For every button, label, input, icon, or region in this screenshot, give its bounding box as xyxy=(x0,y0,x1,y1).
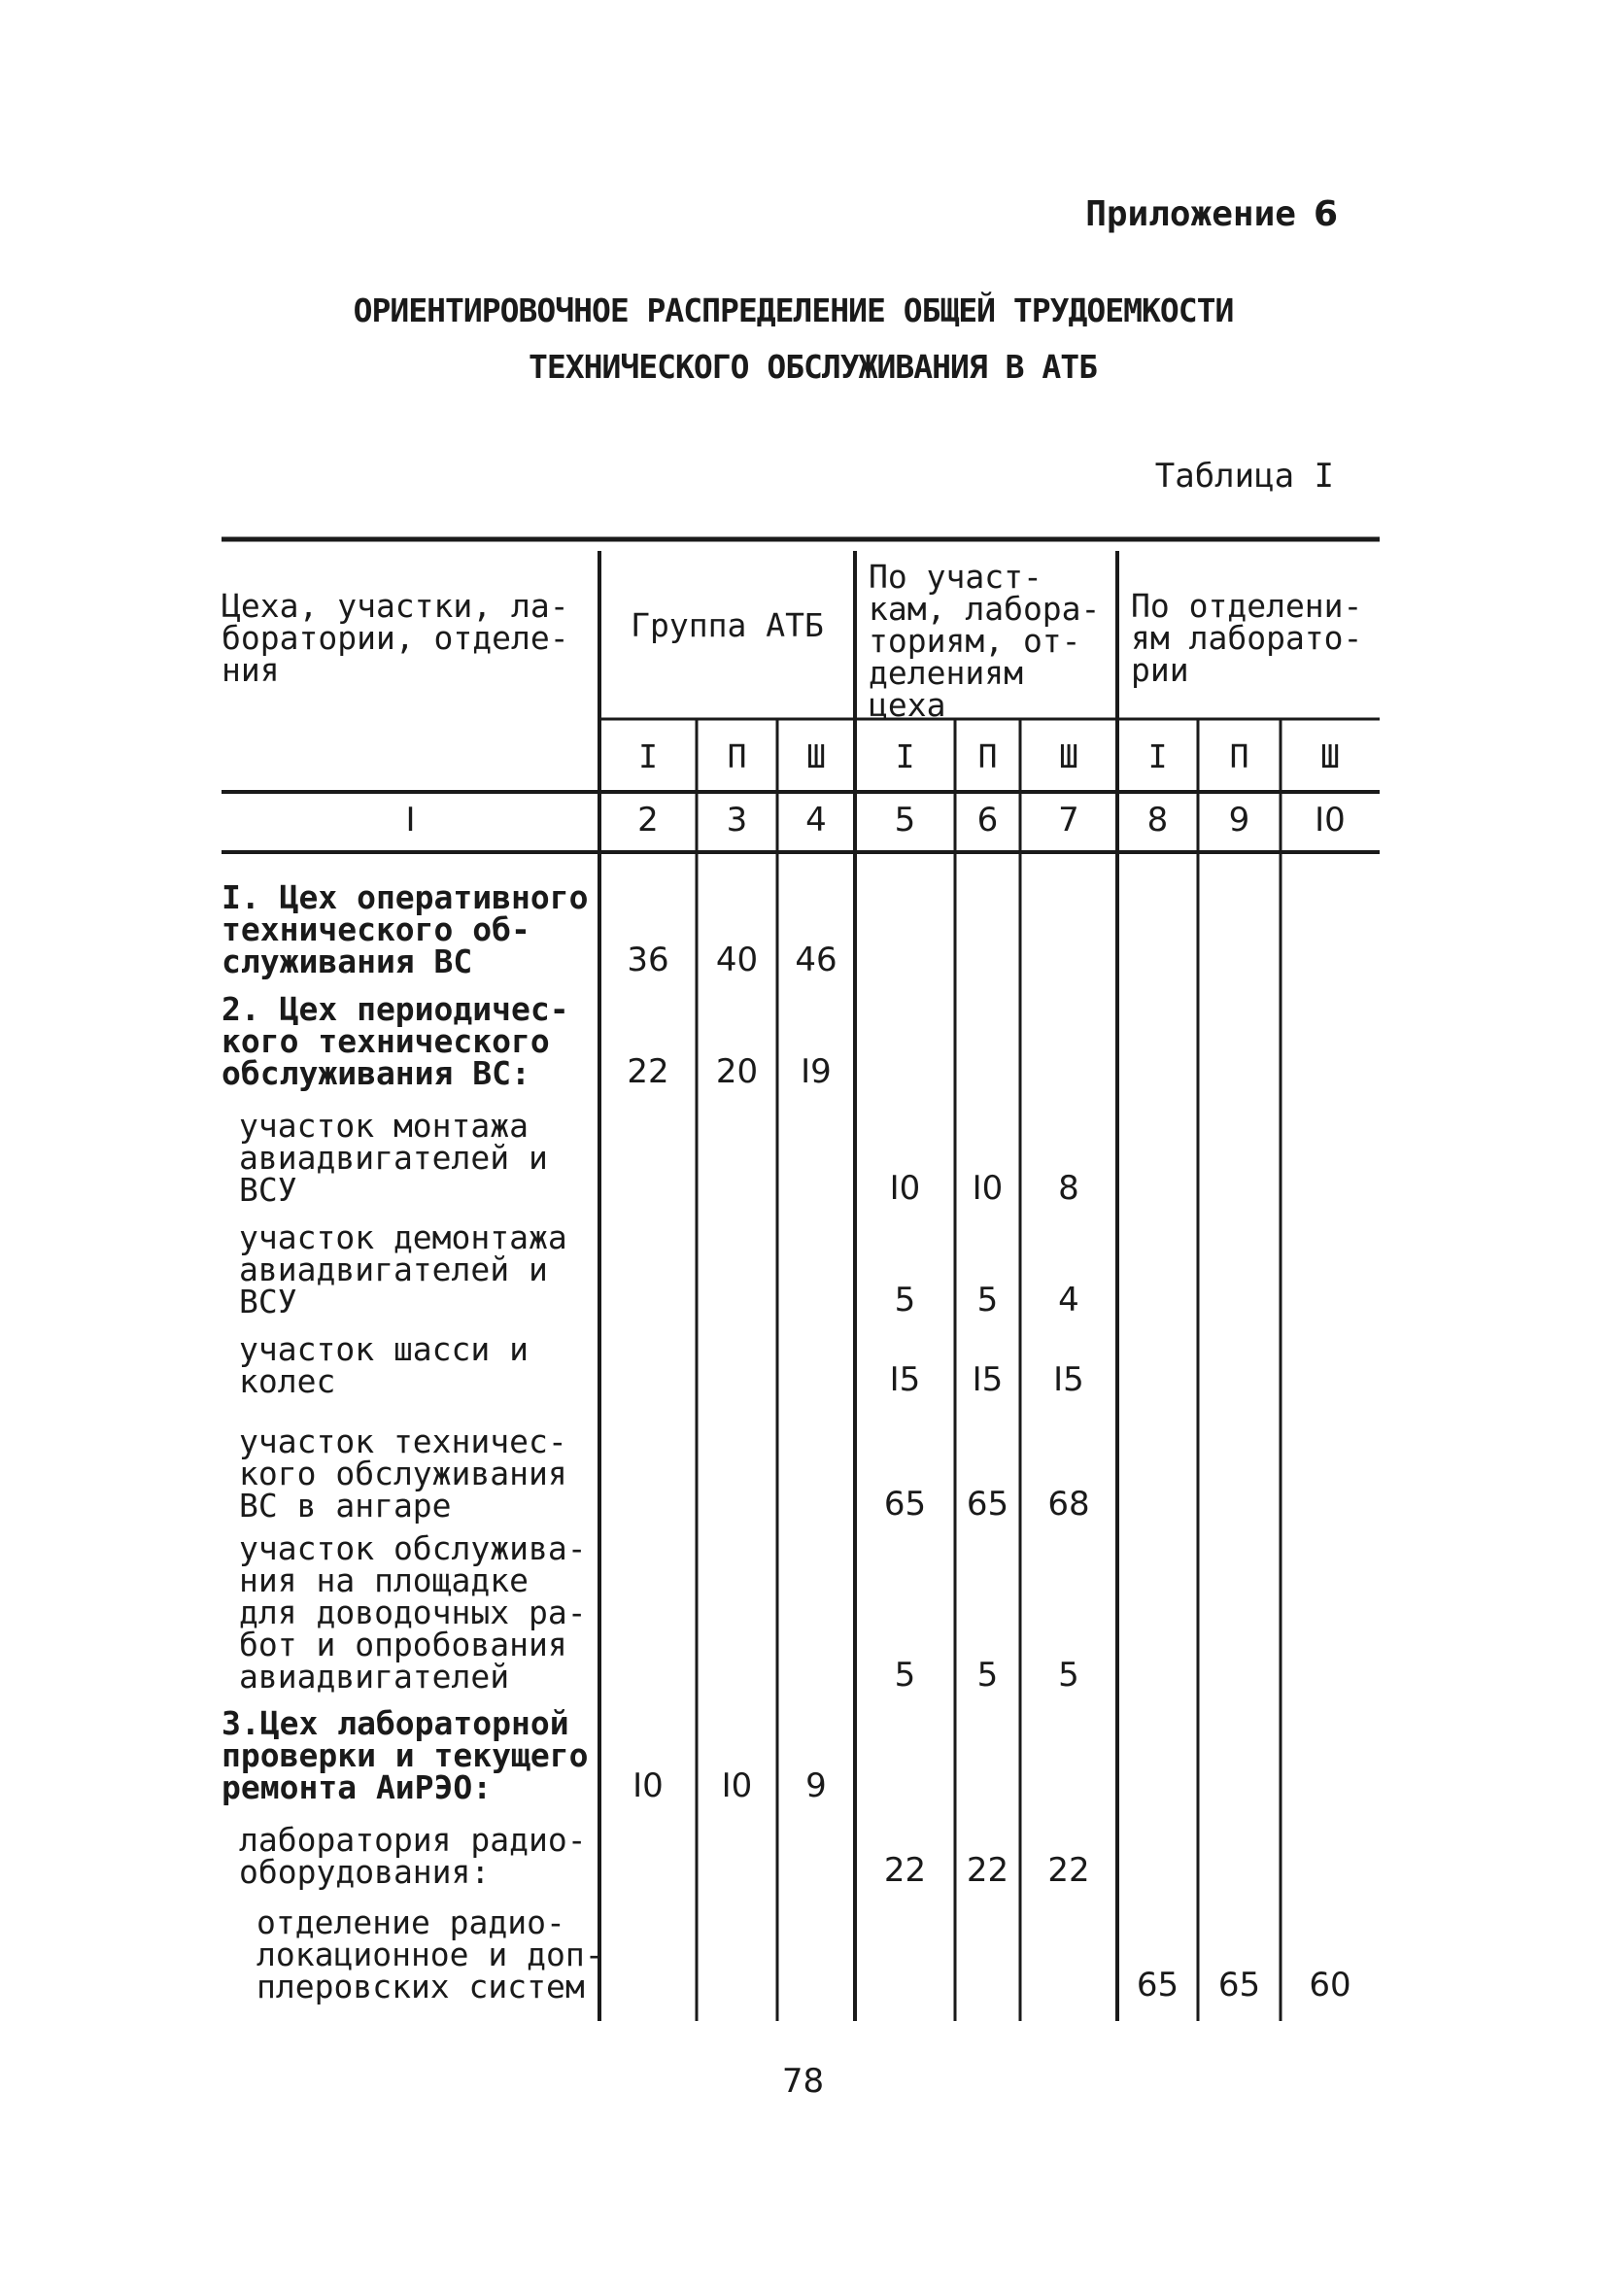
row-label-line: ВСУ xyxy=(239,1283,297,1320)
column-number-cell: I xyxy=(405,801,416,840)
row-label-line: авиадвигателей xyxy=(239,1658,510,1696)
subheader-cell: I xyxy=(895,737,915,775)
row-label-line: ремонта АиРЭО: xyxy=(222,1768,493,1806)
column-number-cell: 4 xyxy=(805,801,827,840)
row-label-line: участок шасси и xyxy=(239,1330,530,1368)
row-label-line: колес xyxy=(239,1362,336,1400)
column-number-cell: 3 xyxy=(726,801,748,840)
table-value-cell: I0 xyxy=(721,1766,753,1805)
appendix-text: Приложение xyxy=(1085,194,1296,234)
table-value-cell: 40 xyxy=(715,941,759,979)
row-label-line: бот и опробования xyxy=(239,1626,567,1663)
document-title-line-2: ТЕХНИЧЕСКОГО ОБСЛУЖИВАНИЯ В АТБ xyxy=(529,348,1097,386)
subheader-cell: П xyxy=(977,737,998,775)
header-group-3-line: кам, лабора- xyxy=(869,590,1101,628)
header-group-4-line: рии xyxy=(1131,651,1189,689)
row-label-line: лаборатория радио- xyxy=(239,1821,587,1859)
table-value-cell: 9 xyxy=(805,1766,827,1805)
column-number-cell: 8 xyxy=(1146,801,1169,840)
header-group-3-line: По участ- xyxy=(869,558,1042,596)
table-value-cell: 65 xyxy=(883,1485,927,1524)
row-label-line: кого обслуживания xyxy=(239,1455,567,1492)
row-label-line: отделение радио- xyxy=(256,1903,565,1941)
header-group-3-line: цеха xyxy=(869,686,946,724)
subheader-cell: I xyxy=(638,737,658,775)
column-number-cell: I0 xyxy=(1315,801,1346,840)
header-group-2-line: Группа АТБ xyxy=(631,606,824,644)
header-group-4-line: По отделени- xyxy=(1131,587,1363,625)
column-number-cell: 9 xyxy=(1228,801,1250,840)
table-label: Таблица I xyxy=(1154,457,1334,496)
row-label-line: ВС в ангаре xyxy=(239,1487,452,1525)
table-value-cell: 5 xyxy=(894,1281,916,1319)
table-value-cell: I5 xyxy=(1053,1360,1084,1399)
column-number-cell: 7 xyxy=(1058,801,1079,840)
table-value-cell: 46 xyxy=(795,941,837,979)
document-title-line-1: ОРИЕНТИРОВОЧНОЕ РАСПРЕДЕЛЕНИЕ ОБЩЕЙ ТРУДОЕМКОСТИ xyxy=(353,291,1234,329)
row-label-line: I. Цех оперативного xyxy=(222,878,589,916)
row-label-line: участок техничес- xyxy=(239,1422,567,1460)
table-value-cell: 4 xyxy=(1058,1281,1079,1319)
table-value-cell: 22 xyxy=(966,1851,1009,1890)
row-label-line: участок монтажа xyxy=(239,1107,530,1145)
subheader-cell: Ш xyxy=(806,737,826,775)
row-label-line: оборудования: xyxy=(239,1853,491,1891)
row-label-line: участок обслужива- xyxy=(239,1529,587,1567)
row-label-line: технического об- xyxy=(222,910,530,948)
row-label-line: локационное и доп- xyxy=(256,1936,604,1973)
header-group-1-line: Цеха, участки, ла- xyxy=(222,587,569,625)
table-value-cell: 22 xyxy=(883,1851,927,1890)
table-value-cell: 60 xyxy=(1309,1966,1351,2005)
table-value-cell: 65 xyxy=(1136,1966,1179,2005)
header-group-3-line: ториям, от- xyxy=(869,622,1081,660)
row-label-line: авиадвигателей и xyxy=(239,1139,548,1177)
row-label-line: 3.Цех лабораторной xyxy=(222,1704,569,1742)
subheader-cell: П xyxy=(1229,737,1249,775)
row-label-line: ния на площадке xyxy=(239,1561,530,1599)
table-value-cell: I5 xyxy=(889,1360,921,1399)
table-value-cell: I0 xyxy=(632,1766,664,1805)
row-label-line: 2. Цех периодичес- xyxy=(222,990,569,1028)
row-label-line: авиадвигателей и xyxy=(239,1251,548,1288)
table-value-cell: 5 xyxy=(976,1656,999,1695)
table-value-cell: 68 xyxy=(1047,1485,1090,1524)
row-label-line: обслуживания ВС: xyxy=(222,1054,530,1092)
row-label-line: кого технического xyxy=(222,1022,550,1060)
row-label-line: участок демонтажа xyxy=(239,1218,567,1256)
table-value-cell: 65 xyxy=(1217,1966,1261,2005)
table-value-cell: I0 xyxy=(889,1169,921,1208)
column-number-cell: 2 xyxy=(637,801,659,840)
subheader-cell: П xyxy=(727,737,747,775)
table-value-cell: I5 xyxy=(972,1360,1004,1399)
row-label-line: плеровских систем xyxy=(256,1968,585,2005)
row-label-line: ВСУ xyxy=(239,1171,297,1209)
page-number: 78 xyxy=(781,2062,825,2101)
table-value-cell: 20 xyxy=(715,1052,759,1091)
header-group-1-line: боратории, отделе- xyxy=(222,619,569,657)
subheader-cell: I xyxy=(1147,737,1168,775)
table-value-cell: 5 xyxy=(1058,1656,1079,1695)
subheader-cell: Ш xyxy=(1320,737,1340,775)
table-value-cell: 65 xyxy=(966,1485,1009,1524)
header-group-4-line: ям лаборато- xyxy=(1131,619,1363,657)
table-value-cell: 8 xyxy=(1058,1169,1079,1208)
table-value-cell: I9 xyxy=(801,1052,832,1091)
table-value-cell: I0 xyxy=(972,1169,1004,1208)
table-value-cell: 5 xyxy=(976,1281,999,1319)
column-number-cell: 5 xyxy=(894,801,916,840)
header-group-3-line: делениям xyxy=(869,654,1023,692)
subheader-cell: Ш xyxy=(1059,737,1078,775)
column-number-cell: 6 xyxy=(976,801,999,840)
table-value-cell: 36 xyxy=(627,941,669,979)
table-value-cell: 22 xyxy=(627,1052,669,1091)
table-value-cell: 22 xyxy=(1047,1851,1090,1890)
row-label-line: для доводочных ра- xyxy=(239,1593,587,1631)
row-label-line: служивания ВС xyxy=(222,942,473,980)
header-group-1-line: ния xyxy=(222,651,280,689)
table-value-cell: 5 xyxy=(894,1656,916,1695)
row-label-line: проверки и текущего xyxy=(222,1736,589,1774)
appendix-number: 6 xyxy=(1313,194,1338,234)
